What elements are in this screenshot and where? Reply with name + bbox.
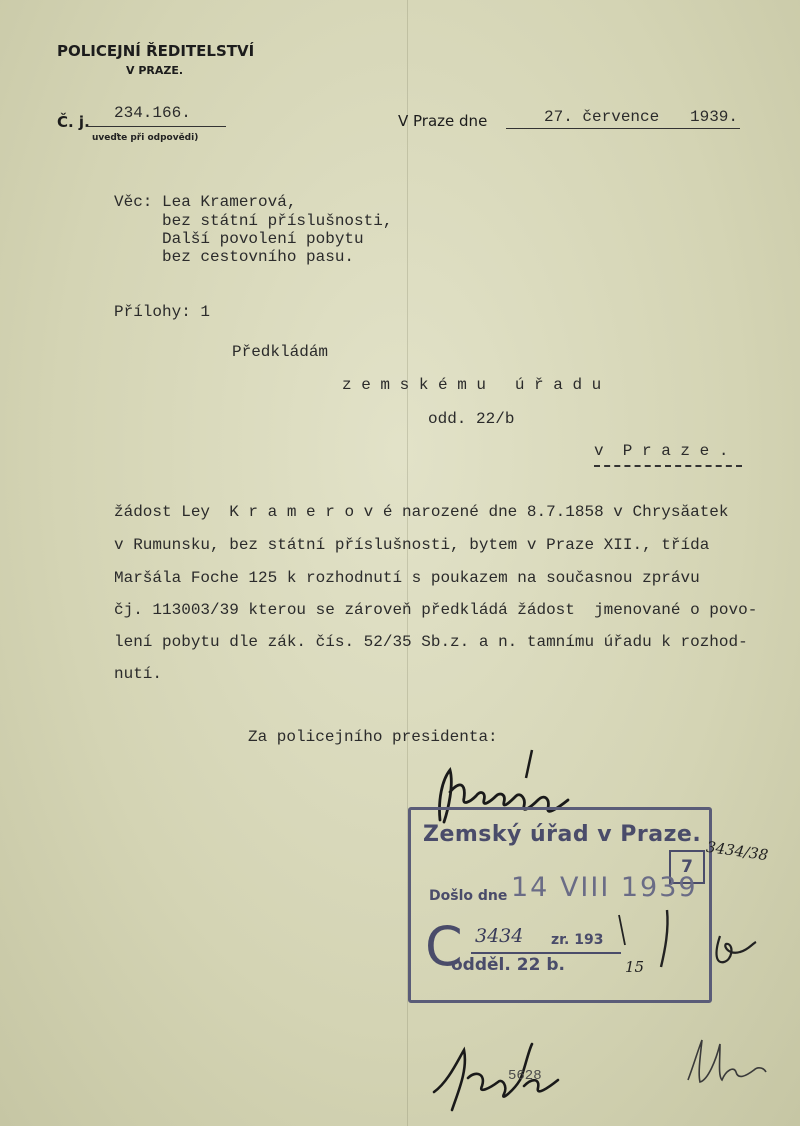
ref-number: 234.166. [114, 104, 191, 122]
org-name: POLICEJNÍ ŘEDITELSTVÍ [57, 42, 255, 60]
ref-note: uveďte při odpovědi) [92, 133, 199, 143]
body-line-1: žádost Ley K r a m e r o v é narozené dne 8.7.1858 v Chrysăatek [114, 503, 729, 521]
stamp-handwritten-number: 3434 [475, 925, 524, 947]
date-day-month: 27. července [544, 108, 660, 126]
place-label: V Praze dne [398, 112, 488, 130]
address-line-3: odd. 22/b [428, 410, 515, 428]
date-year: 1939. [690, 108, 739, 126]
subject-label: Věc: [114, 193, 153, 211]
closing-line: Za policejního presidenta: [248, 728, 498, 746]
subject-line-2: bez státní příslušnosti, [162, 212, 393, 230]
stamp-c-letter: C [425, 915, 463, 978]
subject-line-3: Další povolení pobytu [162, 230, 364, 248]
attachments: Přílohy: 1 [114, 303, 211, 321]
bottom-right-initials [680, 1030, 770, 1090]
margin-note: 3434/38 [705, 837, 770, 865]
stamp-dept-label: odděl. 22 b. [451, 955, 565, 975]
stamp-received-date: 14 VIII 1939 [511, 872, 698, 903]
ref-label: Č. j. [57, 113, 90, 131]
ref-underline [86, 104, 226, 127]
bottom-number: 5628 [508, 1068, 542, 1084]
stamp-pen-marks [611, 905, 691, 975]
stamp-box-number: 7 [669, 850, 705, 884]
address-line-1: Předkládám [232, 343, 329, 361]
address-line-2: z e m s k é m u ú ř a d u [342, 376, 602, 394]
subject-line-1: Lea Kramerová, [162, 193, 297, 211]
body-line-3: Maršála Foche 125 k rozhodnutí s poukazem na současnou zprávu [114, 569, 700, 587]
stamp-rule [471, 952, 621, 954]
body-line-4: čj. 113003/39 kterou se zároveň předkládá žádost jmenované o povo- [114, 601, 758, 619]
body-line-5: lení pobytu dle zák. čís. 52/35 Sb.z. a n. tamnímu úřadu k rozhod- [114, 633, 748, 651]
date-underline [506, 108, 740, 129]
address-line-4: v P r a z e . [594, 442, 729, 460]
stamp-hand-15: 15 [625, 958, 645, 976]
received-stamp [408, 807, 712, 1003]
margin-flourish [710, 926, 760, 970]
subject-line-4: bez cestovního pasu. [162, 248, 355, 266]
address-underline [594, 465, 742, 467]
stamp-title: Zemský úřad v Praze. [423, 822, 702, 847]
stamp-received-label: Došlo dne [429, 888, 508, 904]
org-city: V PRAZE. [126, 64, 184, 77]
body-line-2: v Rumunsku, bez státní příslušnosti, bytem v Praze XII., třída [114, 536, 710, 554]
body-line-6: nutí. [114, 665, 163, 683]
stamp-zr-label: zr. 193 [551, 932, 604, 948]
